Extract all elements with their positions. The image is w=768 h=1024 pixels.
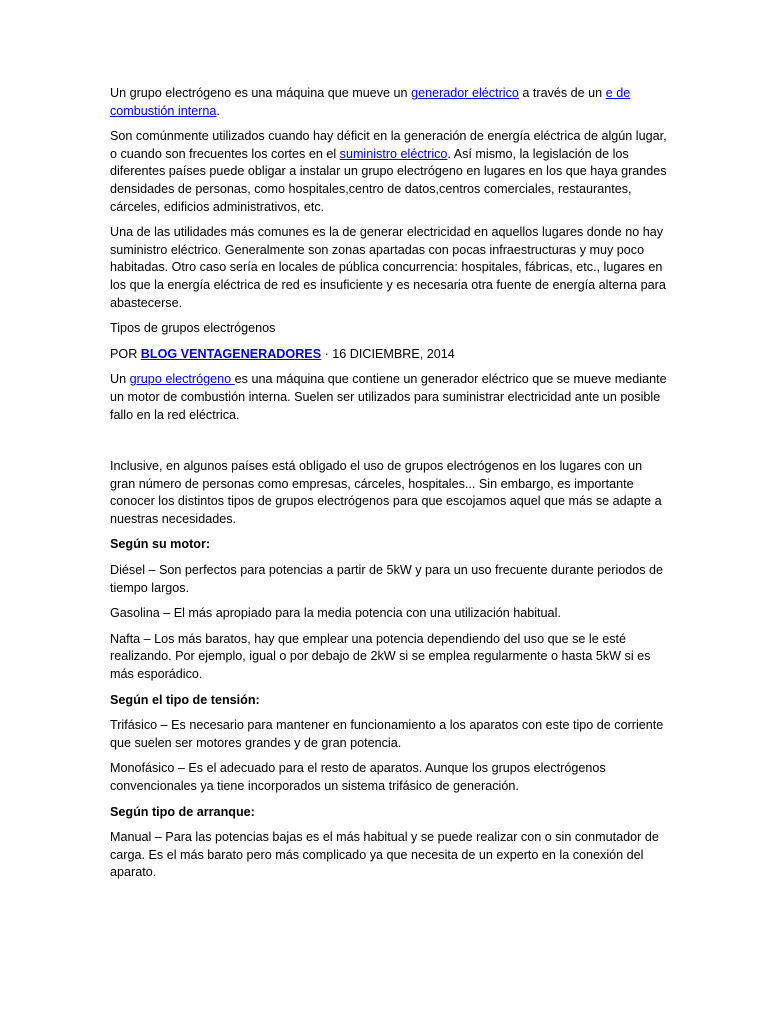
section-title: Tipos de grupos electrógenos <box>110 321 276 336</box>
byline-date: · 16 DICIEMBRE, 2014 <box>321 346 455 361</box>
byline-prefix: POR <box>110 346 141 361</box>
intro-text-2: a través de un <box>518 86 606 100</box>
intro-text-1: Un grupo electrógeno es una máquina que mueve un <box>110 86 412 100</box>
blank-space <box>110 432 670 458</box>
usage-paragraph <box>110 128 670 216</box>
definition-text-2: es una máquina que contiene un generador eléctrico que se mueve mediante un motor de combustión interna. Suelen ser utilizados para suministrar electricidad ante un posible fallo en la red eléctrica. <box>110 372 667 422</box>
blog-author-link[interactable]: BLOG VENTAGENERADORES <box>140 346 322 361</box>
grupo-electrogeno-link[interactable]: grupo electrógeno <box>129 372 235 387</box>
heading-motor: Según su motor: <box>110 537 211 552</box>
inclusive-paragraph: Inclusive, en algunos países está obligado el uso de grupos electrógenos en los lugares con un gran número de personas como empresas, cárceles, hospitales... Sin embargo, es importante conocer los distintos tipos de grupos electrógenos para que escojamos aquel que más se adapte a nuestras necesidades. <box>110 459 662 526</box>
combustion-interna-link[interactable]: e de combustión interna <box>110 86 631 118</box>
document-page <box>110 85 670 890</box>
heading-tension: Según el tipo de tensión: <box>110 692 260 707</box>
item-diesel: Diésel – Son perfectos para potencias a partir de 5kW y para un uso frecuente durante periodos de tiempo largos. <box>110 563 664 595</box>
utilities-paragraph: Una de las utilidades más comunes es la de generar electricidad en aquellos lugares donde no hay suministro eléctrico. Generalmente son zonas apartadas con pocas infraestructuras y muy poco habitadas. Otro caso sería en locales de pública concurrencia: hospitales, fábricas, etc., lugares en los que la energía eléctrica de red es insuficiente y es necesaria otra fuente de energía alterna para abastecerse. <box>110 225 666 310</box>
item-nafta: Nafta – Los más baratos, hay que emplear una potencia dependiendo del uso que se le esté realizando. Por ejemplo, igual o por debajo de 2kW si se emplea regularmente o hasta 5kW si es más esporádico. <box>110 631 651 682</box>
definition-paragraph <box>110 371 670 424</box>
usage-text-1: Son comúnmente utilizados cuando hay déficit en la generación de energía eléctrica de algún lugar, o cuando son frecuentes los cortes en el <box>110 129 667 161</box>
item-trifasico: Trifásico – Es necesario para mantener en funcionamiento a los aparatos con este tipo de corriente que suelen ser motores grandes y de gran potencia. <box>110 718 664 750</box>
intro-paragraph <box>110 85 670 120</box>
byline <box>110 346 670 364</box>
item-manual: Manual – Para las potencias bajas es el más habitual y se puede realizar con o sin conmutador de carga. Es el más barato pero más complicado ya que necesita de un experto en la conexión del aparato. <box>110 830 659 880</box>
item-monofasico: Monofásico – Es el adecuado para el resto de aparatos. Aunque los grupos electrógenos convencionales ya tiene incorporados un sistema trifásico de generación. <box>110 761 606 793</box>
suministro-electrico-link[interactable]: suministro eléctrico <box>339 146 448 161</box>
intro-text-3: . <box>216 103 220 118</box>
heading-arranque: Según tipo de arranque: <box>110 804 255 819</box>
generador-electrico-link[interactable]: generador eléctrico <box>411 86 519 100</box>
item-gasolina: Gasolina – El más apropiado para la media potencia con una utilización habitual. <box>110 606 561 621</box>
definition-text-1: Un <box>110 372 130 387</box>
usage-text-2: . Así mismo, la legislación de los diferentes países puede obligar a instalar un grupo electrógeno en lugares en los que haya grandes densidades de personas, como hospitales,centro de datos,centros comerciales, restaurantes, cárceles, edificios administrativos, etc. <box>110 146 667 214</box>
